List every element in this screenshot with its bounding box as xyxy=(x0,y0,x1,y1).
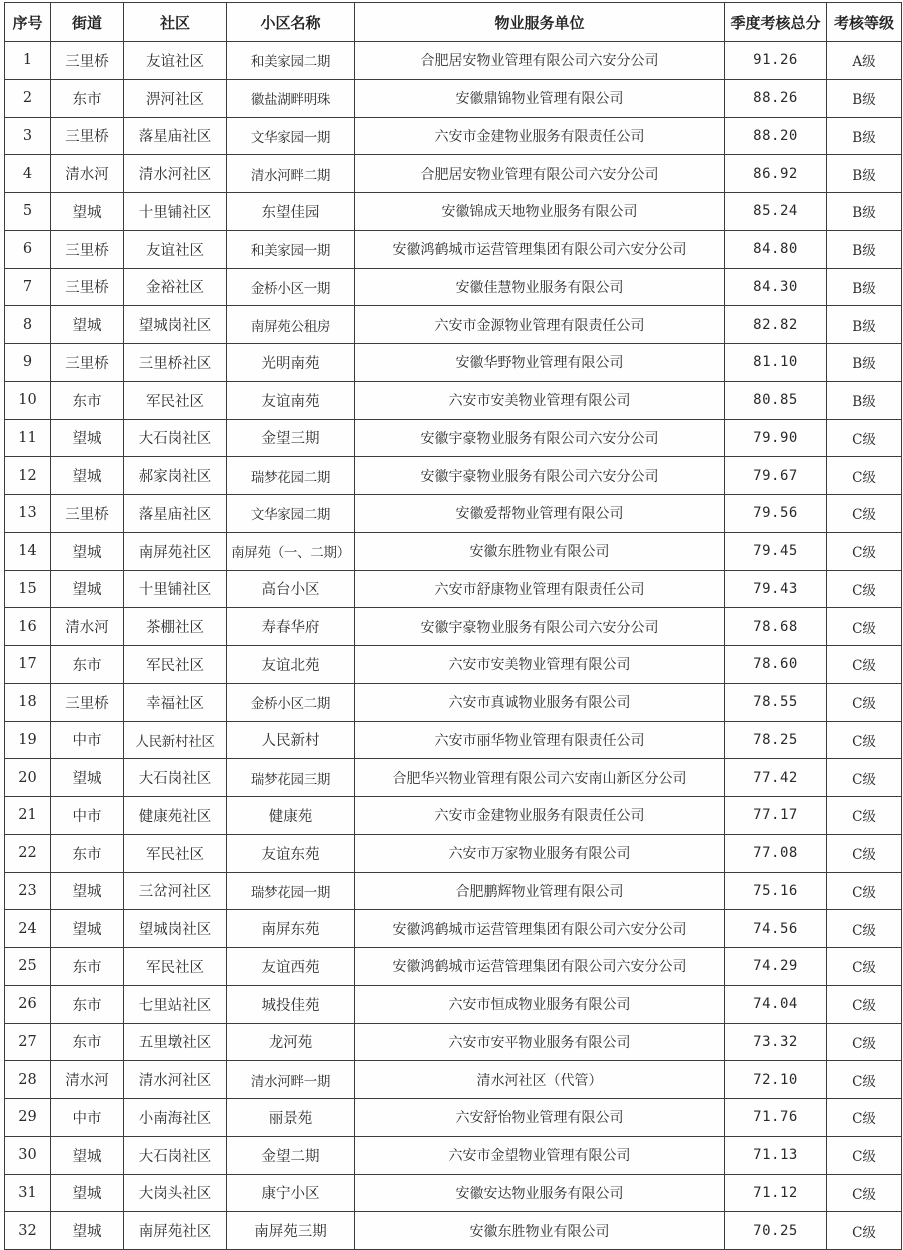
community-cell: 十里铺社区 xyxy=(124,570,227,608)
property-assessment-table xyxy=(4,2,902,1250)
street-cell: 东市 xyxy=(51,381,124,419)
table-row xyxy=(5,948,902,986)
row-index-cell: 26 xyxy=(5,985,51,1023)
street-cell: 三里桥 xyxy=(51,42,124,80)
row-index-cell: 31 xyxy=(5,1174,51,1212)
quarter-score-cell: 82.82 xyxy=(725,306,827,344)
property-company-cell: 安徽宇豪物业服务有限公司六安分公司 xyxy=(355,608,725,646)
estate-name-cell: 徽盐湖畔明珠 xyxy=(227,79,355,117)
street-cell: 中市 xyxy=(51,797,124,835)
grade-cell: B级 xyxy=(827,193,902,231)
table-header xyxy=(5,3,902,42)
community-cell: 军民社区 xyxy=(124,948,227,986)
row-index-cell: 18 xyxy=(5,683,51,721)
property-company-cell: 安徽爱帮物业管理有限公司 xyxy=(355,495,725,533)
community-cell: 十里铺社区 xyxy=(124,193,227,231)
row-index-cell: 16 xyxy=(5,608,51,646)
street-cell: 中市 xyxy=(51,721,124,759)
quarter-score-cell: 81.10 xyxy=(725,344,827,382)
property-company-cell: 安徽安达物业服务有限公司 xyxy=(355,1174,725,1212)
row-index-cell: 2 xyxy=(5,79,51,117)
estate-name-cell: 金桥小区二期 xyxy=(227,683,355,721)
street-cell: 三里桥 xyxy=(51,344,124,382)
estate-name-cell: 高台小区 xyxy=(227,570,355,608)
grade-cell: A级 xyxy=(827,42,902,80)
property-company-cell: 安徽鸿鹤城市运营管理集团有限公司六安分公司 xyxy=(355,948,725,986)
street-cell: 望城 xyxy=(51,457,124,495)
community-cell: 清水河社区 xyxy=(124,1061,227,1099)
estate-name-cell: 金望三期 xyxy=(227,419,355,457)
table-row xyxy=(5,608,902,646)
row-index-cell: 4 xyxy=(5,155,51,193)
quarter-score-cell: 77.17 xyxy=(725,797,827,835)
row-index-cell: 15 xyxy=(5,570,51,608)
quarter-score-cell: 71.12 xyxy=(725,1174,827,1212)
community-cell: 友谊社区 xyxy=(124,230,227,268)
grade-cell: C级 xyxy=(827,834,902,872)
community-cell: 军民社区 xyxy=(124,834,227,872)
row-index-cell: 25 xyxy=(5,948,51,986)
street-cell: 三里桥 xyxy=(51,230,124,268)
table-row xyxy=(5,230,902,268)
table-row xyxy=(5,1023,902,1061)
estate-name-cell: 光明南苑 xyxy=(227,344,355,382)
community-cell: 郝家岗社区 xyxy=(124,457,227,495)
street-cell: 三里桥 xyxy=(51,683,124,721)
table-row xyxy=(5,721,902,759)
table-row xyxy=(5,646,902,684)
grade-cell: C级 xyxy=(827,872,902,910)
estate-name-cell: 金望二期 xyxy=(227,1136,355,1174)
property-company-cell: 六安市安美物业管理有限公司 xyxy=(355,381,725,419)
estate-name-cell: 清水河畔一期 xyxy=(227,1061,355,1099)
table-row xyxy=(5,910,902,948)
quarter-score-cell: 78.55 xyxy=(725,683,827,721)
header-row xyxy=(5,3,902,42)
grade-cell: C级 xyxy=(827,1174,902,1212)
street-cell: 三里桥 xyxy=(51,495,124,533)
table-row xyxy=(5,381,902,419)
estate-name-cell: 丽景苑 xyxy=(227,1099,355,1137)
row-index-cell: 6 xyxy=(5,230,51,268)
estate-name-cell: 友谊南苑 xyxy=(227,381,355,419)
row-index-cell: 32 xyxy=(5,1212,51,1250)
grade-cell: B级 xyxy=(827,344,902,382)
estate-name-cell: 友谊北苑 xyxy=(227,646,355,684)
community-cell: 望城岗社区 xyxy=(124,306,227,344)
quarter-score-cell: 88.26 xyxy=(725,79,827,117)
table-row xyxy=(5,117,902,155)
estate-name-cell: 南屏苑公租房 xyxy=(227,306,355,344)
property-company-cell: 六安市金建物业服务有限责任公司 xyxy=(355,117,725,155)
table-row xyxy=(5,1099,902,1137)
table-row xyxy=(5,985,902,1023)
property-company-cell: 六安市金望物业管理有限公司 xyxy=(355,1136,725,1174)
grade-cell: C级 xyxy=(827,683,902,721)
community-cell: 大石岗社区 xyxy=(124,419,227,457)
header-property-company: 物业服务单位 xyxy=(355,3,725,42)
grade-cell: C级 xyxy=(827,1099,902,1137)
street-cell: 望城 xyxy=(51,306,124,344)
row-index-cell: 3 xyxy=(5,117,51,155)
community-cell: 五里墩社区 xyxy=(124,1023,227,1061)
community-cell: 军民社区 xyxy=(124,646,227,684)
property-company-cell: 六安市安平物业服务有限公司 xyxy=(355,1023,725,1061)
property-company-cell: 六安市安美物业管理有限公司 xyxy=(355,646,725,684)
quarter-score-cell: 73.32 xyxy=(725,1023,827,1061)
community-cell: 清水河社区 xyxy=(124,155,227,193)
row-index-cell: 11 xyxy=(5,419,51,457)
quarter-score-cell: 75.16 xyxy=(725,872,827,910)
table-row xyxy=(5,834,902,872)
estate-name-cell: 东望佳园 xyxy=(227,193,355,231)
grade-cell: C级 xyxy=(827,419,902,457)
quarter-score-cell: 84.80 xyxy=(725,230,827,268)
estate-name-cell: 文华家园一期 xyxy=(227,117,355,155)
estate-name-cell: 寿春华府 xyxy=(227,608,355,646)
property-company-cell: 六安市金建物业服务有限责任公司 xyxy=(355,797,725,835)
estate-name-cell: 康宁小区 xyxy=(227,1174,355,1212)
property-company-cell: 安徽鼎锦物业管理有限公司 xyxy=(355,79,725,117)
community-cell: 淠河社区 xyxy=(124,79,227,117)
table-row xyxy=(5,495,902,533)
quarter-score-cell: 84.30 xyxy=(725,268,827,306)
row-index-cell: 28 xyxy=(5,1061,51,1099)
table-row xyxy=(5,759,902,797)
quarter-score-cell: 78.60 xyxy=(725,646,827,684)
row-index-cell: 29 xyxy=(5,1099,51,1137)
quarter-score-cell: 79.67 xyxy=(725,457,827,495)
quarter-score-cell: 79.56 xyxy=(725,495,827,533)
quarter-score-cell: 78.68 xyxy=(725,608,827,646)
header-grade: 考核等级 xyxy=(827,3,902,42)
property-company-cell: 六安舒怡物业管理有限公司 xyxy=(355,1099,725,1137)
row-index-cell: 10 xyxy=(5,381,51,419)
row-index-cell: 30 xyxy=(5,1136,51,1174)
estate-name-cell: 城投佳苑 xyxy=(227,985,355,1023)
estate-name-cell: 瑞梦花园一期 xyxy=(227,872,355,910)
grade-cell: C级 xyxy=(827,532,902,570)
property-company-cell: 六安市丽华物业管理有限责任公司 xyxy=(355,721,725,759)
street-cell: 望城 xyxy=(51,872,124,910)
property-company-cell: 安徽东胜物业有限公司 xyxy=(355,532,725,570)
estate-name-cell: 文华家园二期 xyxy=(227,495,355,533)
row-index-cell: 17 xyxy=(5,646,51,684)
table-row xyxy=(5,155,902,193)
community-cell: 大石岗社区 xyxy=(124,1136,227,1174)
street-cell: 望城 xyxy=(51,910,124,948)
table-row xyxy=(5,344,902,382)
street-cell: 东市 xyxy=(51,79,124,117)
row-index-cell: 20 xyxy=(5,759,51,797)
property-company-cell: 合肥居安物业管理有限公司六安分公司 xyxy=(355,42,725,80)
row-index-cell: 14 xyxy=(5,532,51,570)
property-company-cell: 安徽华野物业管理有限公司 xyxy=(355,344,725,382)
street-cell: 望城 xyxy=(51,532,124,570)
grade-cell: C级 xyxy=(827,948,902,986)
street-cell: 东市 xyxy=(51,985,124,1023)
street-cell: 望城 xyxy=(51,419,124,457)
property-company-cell: 安徽东胜物业有限公司 xyxy=(355,1212,725,1250)
table-row xyxy=(5,1061,902,1099)
estate-name-cell: 友谊西苑 xyxy=(227,948,355,986)
grade-cell: C级 xyxy=(827,721,902,759)
quarter-score-cell: 80.85 xyxy=(725,381,827,419)
table-row xyxy=(5,1174,902,1212)
grade-cell: B级 xyxy=(827,268,902,306)
grade-cell: B级 xyxy=(827,155,902,193)
quarter-score-cell: 85.24 xyxy=(725,193,827,231)
quarter-score-cell: 71.13 xyxy=(725,1136,827,1174)
property-company-cell: 安徽佳慧物业服务有限公司 xyxy=(355,268,725,306)
row-index-cell: 21 xyxy=(5,797,51,835)
street-cell: 清水河 xyxy=(51,1061,124,1099)
table-row xyxy=(5,268,902,306)
row-index-cell: 23 xyxy=(5,872,51,910)
grade-cell: C级 xyxy=(827,985,902,1023)
table-row xyxy=(5,419,902,457)
quarter-score-cell: 72.10 xyxy=(725,1061,827,1099)
row-index-cell: 8 xyxy=(5,306,51,344)
quarter-score-cell: 88.20 xyxy=(725,117,827,155)
property-company-cell: 安徽鸿鹤城市运营管理集团有限公司六安分公司 xyxy=(355,230,725,268)
quarter-score-cell: 74.56 xyxy=(725,910,827,948)
community-cell: 南屏苑社区 xyxy=(124,1212,227,1250)
estate-name-cell: 南屏苑（一、二期） xyxy=(227,532,355,570)
quarter-score-cell: 78.25 xyxy=(725,721,827,759)
community-cell: 大石岗社区 xyxy=(124,759,227,797)
row-index-cell: 13 xyxy=(5,495,51,533)
estate-name-cell: 和美家园一期 xyxy=(227,230,355,268)
property-company-cell: 六安市真诚物业服务有限公司 xyxy=(355,683,725,721)
street-cell: 望城 xyxy=(51,759,124,797)
community-cell: 三里桥社区 xyxy=(124,344,227,382)
table-row xyxy=(5,797,902,835)
community-cell: 友谊社区 xyxy=(124,42,227,80)
estate-name-cell: 瑞梦花园三期 xyxy=(227,759,355,797)
table-row xyxy=(5,683,902,721)
street-cell: 望城 xyxy=(51,1212,124,1250)
quarter-score-cell: 74.29 xyxy=(725,948,827,986)
table-row xyxy=(5,42,902,80)
estate-name-cell: 瑞梦花园二期 xyxy=(227,457,355,495)
property-company-cell: 六安市舒康物业管理有限责任公司 xyxy=(355,570,725,608)
property-company-cell: 清水河社区（代管） xyxy=(355,1061,725,1099)
community-cell: 军民社区 xyxy=(124,381,227,419)
property-company-cell: 六安市恒成物业服务有限公司 xyxy=(355,985,725,1023)
grade-cell: C级 xyxy=(827,457,902,495)
table-row xyxy=(5,306,902,344)
table-row xyxy=(5,1212,902,1250)
grade-cell: C级 xyxy=(827,797,902,835)
grade-cell: C级 xyxy=(827,910,902,948)
quarter-score-cell: 77.42 xyxy=(725,759,827,797)
estate-name-cell: 友谊东苑 xyxy=(227,834,355,872)
table-row xyxy=(5,532,902,570)
table-row xyxy=(5,570,902,608)
community-cell: 望城岗社区 xyxy=(124,910,227,948)
community-cell: 南屏苑社区 xyxy=(124,532,227,570)
estate-name-cell: 健康苑 xyxy=(227,797,355,835)
table-body xyxy=(5,42,902,1250)
community-cell: 金裕社区 xyxy=(124,268,227,306)
street-cell: 东市 xyxy=(51,834,124,872)
street-cell: 东市 xyxy=(51,948,124,986)
table-row xyxy=(5,1136,902,1174)
street-cell: 望城 xyxy=(51,193,124,231)
table-row xyxy=(5,79,902,117)
property-company-cell: 合肥华兴物业管理有限公司六安南山新区分公司 xyxy=(355,759,725,797)
property-company-cell: 六安市万家物业服务有限公司 xyxy=(355,834,725,872)
grade-cell: C级 xyxy=(827,1023,902,1061)
header-index: 序号 xyxy=(5,3,51,42)
header-community: 社区 xyxy=(124,3,227,42)
estate-name-cell: 龙河苑 xyxy=(227,1023,355,1061)
community-cell: 大岗头社区 xyxy=(124,1174,227,1212)
grade-cell: B级 xyxy=(827,117,902,155)
quarter-score-cell: 91.26 xyxy=(725,42,827,80)
header-estate-name: 小区名称 xyxy=(227,3,355,42)
table-row xyxy=(5,872,902,910)
table-row xyxy=(5,193,902,231)
grade-cell: C级 xyxy=(827,646,902,684)
quarter-score-cell: 71.76 xyxy=(725,1099,827,1137)
grade-cell: B级 xyxy=(827,230,902,268)
grade-cell: C级 xyxy=(827,608,902,646)
property-company-cell: 安徽宇豪物业服务有限公司六安分公司 xyxy=(355,457,725,495)
grade-cell: C级 xyxy=(827,1061,902,1099)
quarter-score-cell: 79.45 xyxy=(725,532,827,570)
community-cell: 三岔河社区 xyxy=(124,872,227,910)
row-index-cell: 9 xyxy=(5,344,51,382)
community-cell: 人民新村社区 xyxy=(124,721,227,759)
quarter-score-cell: 77.08 xyxy=(725,834,827,872)
street-cell: 望城 xyxy=(51,1136,124,1174)
estate-name-cell: 人民新村 xyxy=(227,721,355,759)
street-cell: 望城 xyxy=(51,570,124,608)
grade-cell: B级 xyxy=(827,381,902,419)
row-index-cell: 27 xyxy=(5,1023,51,1061)
grade-cell: B级 xyxy=(827,306,902,344)
community-cell: 幸福社区 xyxy=(124,683,227,721)
table-row xyxy=(5,457,902,495)
property-company-cell: 合肥居安物业管理有限公司六安分公司 xyxy=(355,155,725,193)
grade-cell: C级 xyxy=(827,570,902,608)
quarter-score-cell: 86.92 xyxy=(725,155,827,193)
community-cell: 七里站社区 xyxy=(124,985,227,1023)
street-cell: 望城 xyxy=(51,1174,124,1212)
grade-cell: C级 xyxy=(827,495,902,533)
property-company-cell: 安徽鸿鹤城市运营管理集团有限公司六安分公司 xyxy=(355,910,725,948)
row-index-cell: 5 xyxy=(5,193,51,231)
community-cell: 茶棚社区 xyxy=(124,608,227,646)
community-cell: 健康苑社区 xyxy=(124,797,227,835)
estate-name-cell: 金桥小区一期 xyxy=(227,268,355,306)
community-cell: 小南海社区 xyxy=(124,1099,227,1137)
quarter-score-cell: 79.43 xyxy=(725,570,827,608)
street-cell: 中市 xyxy=(51,1099,124,1137)
street-cell: 清水河 xyxy=(51,155,124,193)
grade-cell: C级 xyxy=(827,1212,902,1250)
row-index-cell: 19 xyxy=(5,721,51,759)
header-quarter-score: 季度考核总分 xyxy=(725,3,827,42)
estate-name-cell: 和美家园二期 xyxy=(227,42,355,80)
estate-name-cell: 南屏东苑 xyxy=(227,910,355,948)
property-company-cell: 安徽宇豪物业服务有限公司六安分公司 xyxy=(355,419,725,457)
row-index-cell: 1 xyxy=(5,42,51,80)
street-cell: 东市 xyxy=(51,646,124,684)
community-cell: 落星庙社区 xyxy=(124,117,227,155)
property-company-cell: 安徽锦成天地物业服务有限公司 xyxy=(355,193,725,231)
row-index-cell: 7 xyxy=(5,268,51,306)
quarter-score-cell: 74.04 xyxy=(725,985,827,1023)
community-cell: 落星庙社区 xyxy=(124,495,227,533)
row-index-cell: 12 xyxy=(5,457,51,495)
grade-cell: C级 xyxy=(827,759,902,797)
street-cell: 三里桥 xyxy=(51,268,124,306)
quarter-score-cell: 70.25 xyxy=(725,1212,827,1250)
estate-name-cell: 南屏苑三期 xyxy=(227,1212,355,1250)
estate-name-cell: 清水河畔二期 xyxy=(227,155,355,193)
header-street: 街道 xyxy=(51,3,124,42)
grade-cell: C级 xyxy=(827,1136,902,1174)
street-cell: 东市 xyxy=(51,1023,124,1061)
property-company-cell: 合肥鹏辉物业管理有限公司 xyxy=(355,872,725,910)
grade-cell: B级 xyxy=(827,79,902,117)
street-cell: 三里桥 xyxy=(51,117,124,155)
quarter-score-cell: 79.90 xyxy=(725,419,827,457)
row-index-cell: 22 xyxy=(5,834,51,872)
property-company-cell: 六安市金源物业管理有限责任公司 xyxy=(355,306,725,344)
street-cell: 清水河 xyxy=(51,608,124,646)
row-index-cell: 24 xyxy=(5,910,51,948)
